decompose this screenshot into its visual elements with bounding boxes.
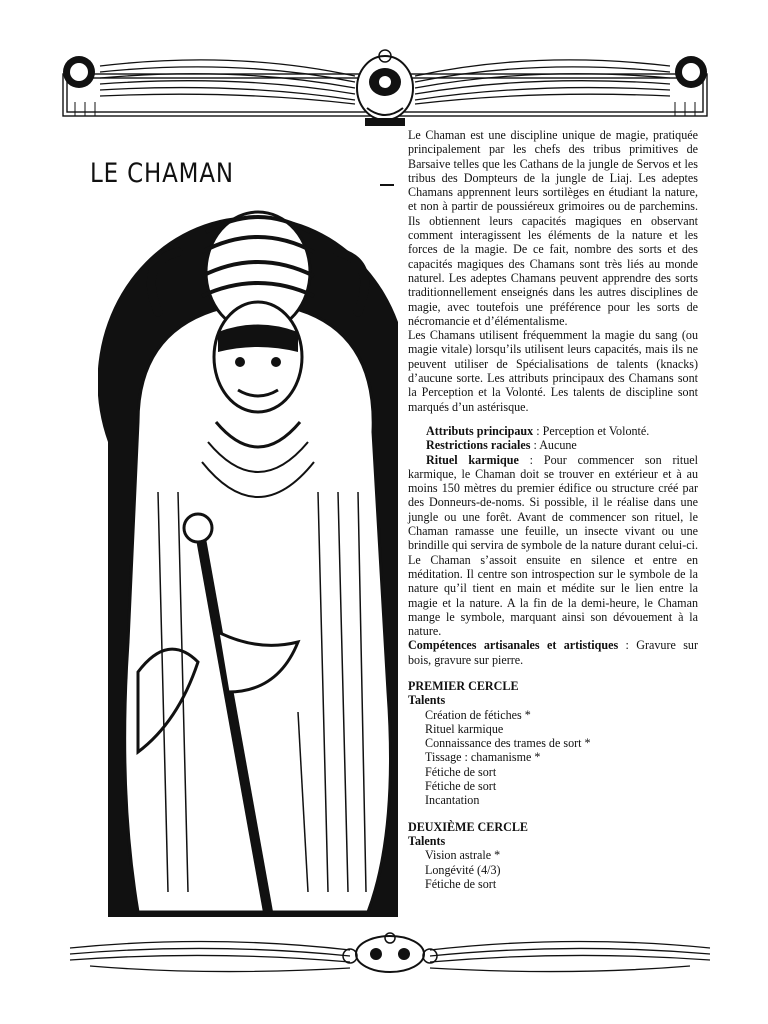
shaman-illustration-icon [98,192,398,917]
talent-item: Rituel karmique [425,721,504,736]
talent-item: Incantation [425,793,480,808]
racial-value: : Aucune [530,438,577,453]
talent-list [408,848,698,891]
racial-line [408,438,698,452]
racial-label: Restrictions raciales [426,438,531,453]
talent-item: Fétiche de sort [425,876,497,891]
ritual-line [408,453,698,639]
attributes-line [408,424,698,438]
attributes-label: Attributs principaux [426,423,534,438]
page-title: LE CHAMAN [90,158,234,190]
intro-paragraph: Les Chamans utilisent fréquemment la magie du sang (ou magie vitale) lorsqu’ils utilisent leurs capacités, mais ils ne peuvent utiliser de Spécialisations de talents (knacks) d’aucune sorte. Les attributs principaux des Chamans sont la Perception et la Volonté. Les talents de discipline sont marqués d’un astérisque. [408,328,698,414]
talent-item: Création de fétiches * [425,707,531,722]
talents-subheading: Talents [408,833,446,848]
talents-subheading: Talents [408,693,446,708]
talent-item: Vision astrale * [425,848,501,863]
attributes-value: : Perception et Volonté. [533,423,650,438]
talent-item: Tissage : chamanisme * [425,750,541,765]
talent-item: Connaissance des trames de sort * [425,736,591,751]
ritual-value: : Pour commencer son rituel karmique, le Chaman doit se trouver en extérieur et à au moins 150 mètres du premier édifice ou structure créé par des Donneurs-de-noms. Si possible, il le réalise dans une jungle ou une forêt. Avant de commencer son rituel, le Chaman ramasse une feuille, un insecte vivant ou une brindille qui servira de symbole de la nature durant celui-ci. Le Chaman s’assoit ensuite en silence et entre en méditation. Il centre son introspection sur le symbole de la nature qu’il tient en main et médite sur le lien entre la magie et la nature. A la fin de la demi-heure, le Chaman mange le symbole, marquant ainsi son dévouement à la nature. [408,452,698,639]
talent-item: Longévité (4/3) [425,862,501,877]
winged-scarab-ornament-icon [55,42,715,130]
main-text-column [408,128,698,891]
circle-heading: PREMIER CERCLE [408,678,519,693]
intro-paragraph: Le Chaman est une discipline unique de magie, pratiquée principalement par les chefs des tribus primitives de Barsaive telles que les Cathans de la jungle de Servos et les tribus des Dompteurs de la jungle de Liaj. Les adeptes Chamans apprennent leurs sortilèges en étudiant la nature, et non à partir de poussiéreux grimoires ou de parchemins. Ils obtiennent leurs capacités magiques en observant comment interagissent les éléments de la nature et les forces de la magie. De ce fait, nombre des sorts et des capacités magiques des Chamans sont très liés au monde naturel. Les adeptes Chamans peuvent apprendre des sorts traditionnellement enseignés dans les autres disciplines de magie, avec toutefois une préférence pour les sorts de nécromancie et d’élémentalisme. [408,128,698,328]
talent-item: Fétiche de sort [425,779,497,794]
attributes-block [408,424,698,667]
crafts-line [408,638,698,667]
talent-item: Fétiche de sort [425,764,497,779]
crafts-value: : Gravure sur bois, gravure sur pierre. [408,638,698,667]
ritual-label: Rituel karmique [426,452,519,467]
talent-list [408,708,698,808]
footer-scroll-ornament-icon [60,928,720,978]
crafts-label: Compétences artisanales et artistiques [408,638,619,653]
title-dash-divider [380,184,394,186]
circle-heading: DEUXIÈME CERCLE [408,819,528,834]
